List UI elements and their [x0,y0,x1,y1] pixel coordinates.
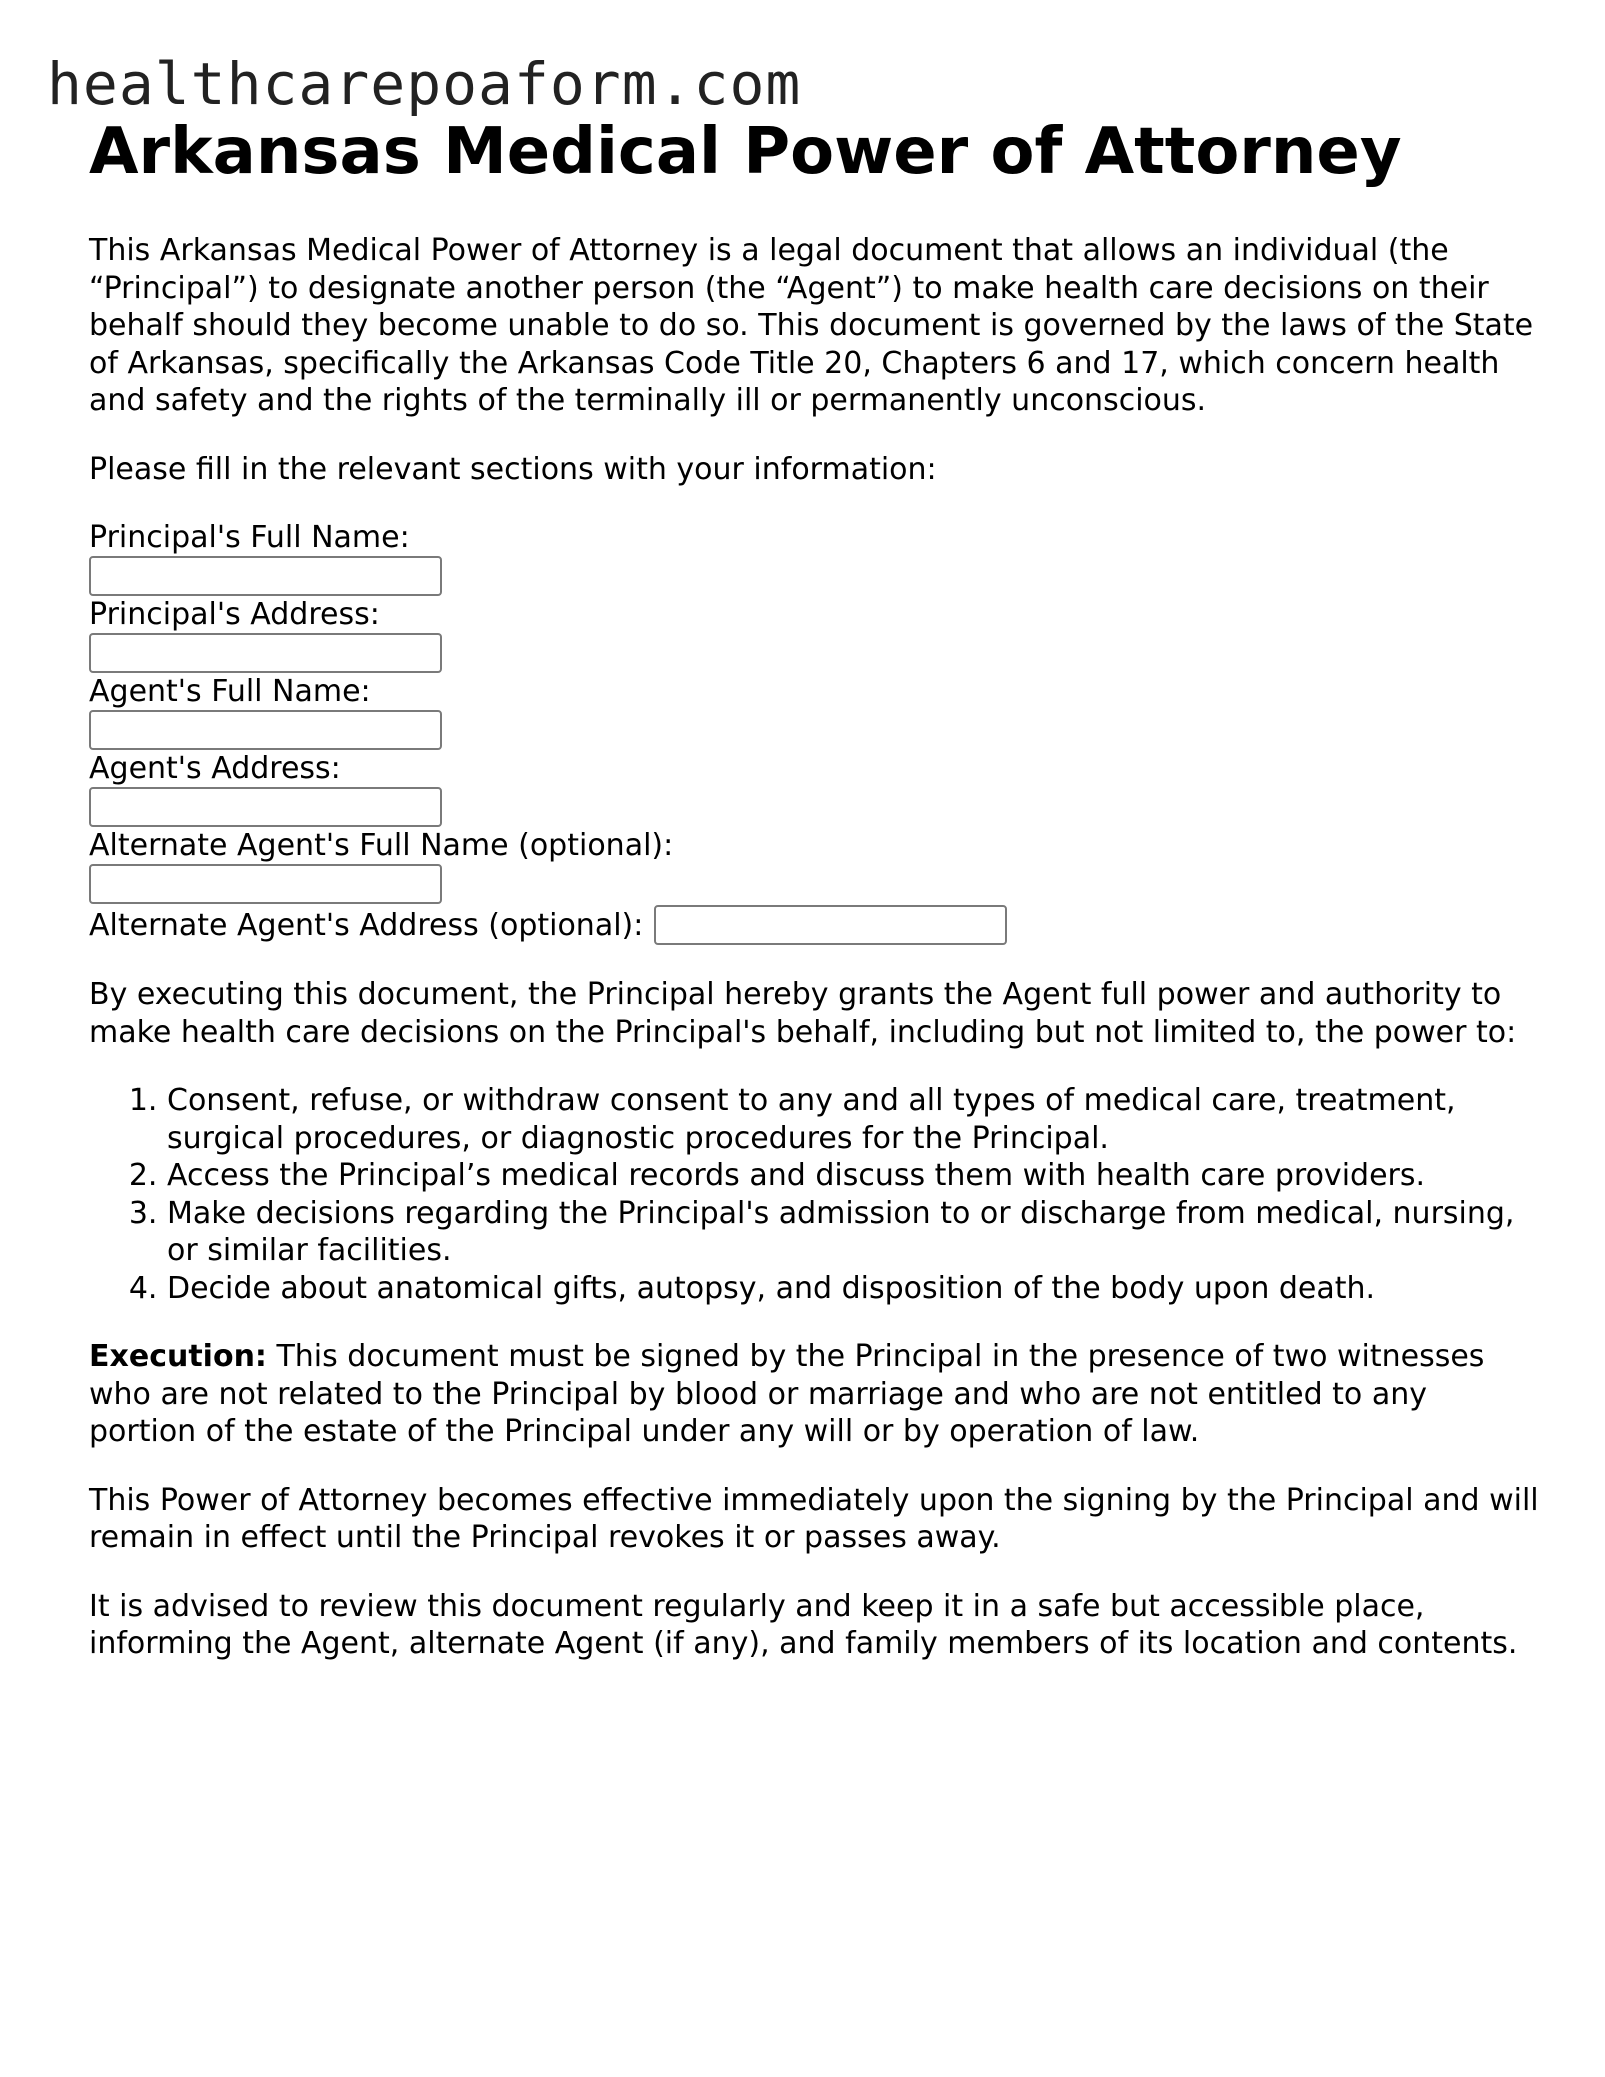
site-watermark: healthcarepoaform.com [47,50,802,118]
list-item: 2. Access the Principal’s medical records and discuss them with health care providers. [167,1157,1539,1195]
alt-agent-address-input[interactable] [654,905,1007,945]
list-item: 4. Decide about anatomical gifts, autopsy, and disposition of the body upon death. [167,1270,1539,1308]
information-form [89,519,1539,945]
effective-paragraph: This Power of Attorney becomes effective immediately upon the signing by the Principal and will remain in effect until the Principal revokes it or passes away. [89,1482,1539,1555]
agent-name-input[interactable] [89,710,442,750]
execution-text: This document must be signed by the Principal in the presence of two witnesses who are not related to the Principal by blood or marriage and who are not entitled to any portion of the estate of the Principal under any will or by operation of law. [89,1339,1485,1449]
alt-agent-address-row [89,905,1539,945]
principal-address-input[interactable] [89,633,442,673]
powers-list [89,1082,1539,1307]
alt-agent-name-label: Alternate Agent's Full Name (optional): [89,828,674,863]
grant-paragraph: By executing this document, the Principal hereby grants the Agent full power and authority to make health care decisions on the Principal's behalf, including but not limited to, the power to: [89,977,1517,1050]
agent-address-input[interactable] [89,787,442,827]
principal-name-label: Principal's Full Name: [89,520,410,555]
list-item: 1. Consent, refuse, or withdraw consent to any and all types of medical care, treatment, surgical procedures, or diagnostic procedures for the Principal. [167,1082,1539,1157]
intro-paragraph: This Arkansas Medical Power of Attorney is a legal document that allows an individual (the “Principal”) to designate another person (the “Agent”) to make health care decisions on their behalf should they become unable to do so. This document is governed by the laws of the State of Arkansas, specifically the Arkansas Code Title 20, Chapters 6 and 17, which concern health and safety and the rights of the terminally ill or permanently unconscious. [89,233,1534,418]
instructions-paragraph: Please fill in the relevant sections with your information: [89,451,937,487]
principal-name-input[interactable] [89,556,442,596]
advice-paragraph: It is advised to review this document regularly and keep it in a safe but accessible place, informing the Agent, alternate Agent (if any), and family members of its location and contents. [89,1588,1518,1661]
alt-agent-address-label: Alternate Agent's Address (optional): [89,907,644,943]
agent-address-label: Agent's Address: [89,751,341,786]
list-item: 3. Make decisions regarding the Principal's admission to or discharge from medical, nursing, or similar facilities. [167,1195,1539,1270]
principal-address-label: Principal's Address: [89,597,380,632]
document-title: Arkansas Medical Power of Attorney [89,115,1402,189]
execution-label: Execution: [89,1339,267,1374]
alt-agent-name-input[interactable] [89,864,442,904]
execution-paragraph [89,1338,1539,1451]
document-page [89,112,1539,1663]
agent-name-label: Agent's Full Name: [89,674,371,709]
